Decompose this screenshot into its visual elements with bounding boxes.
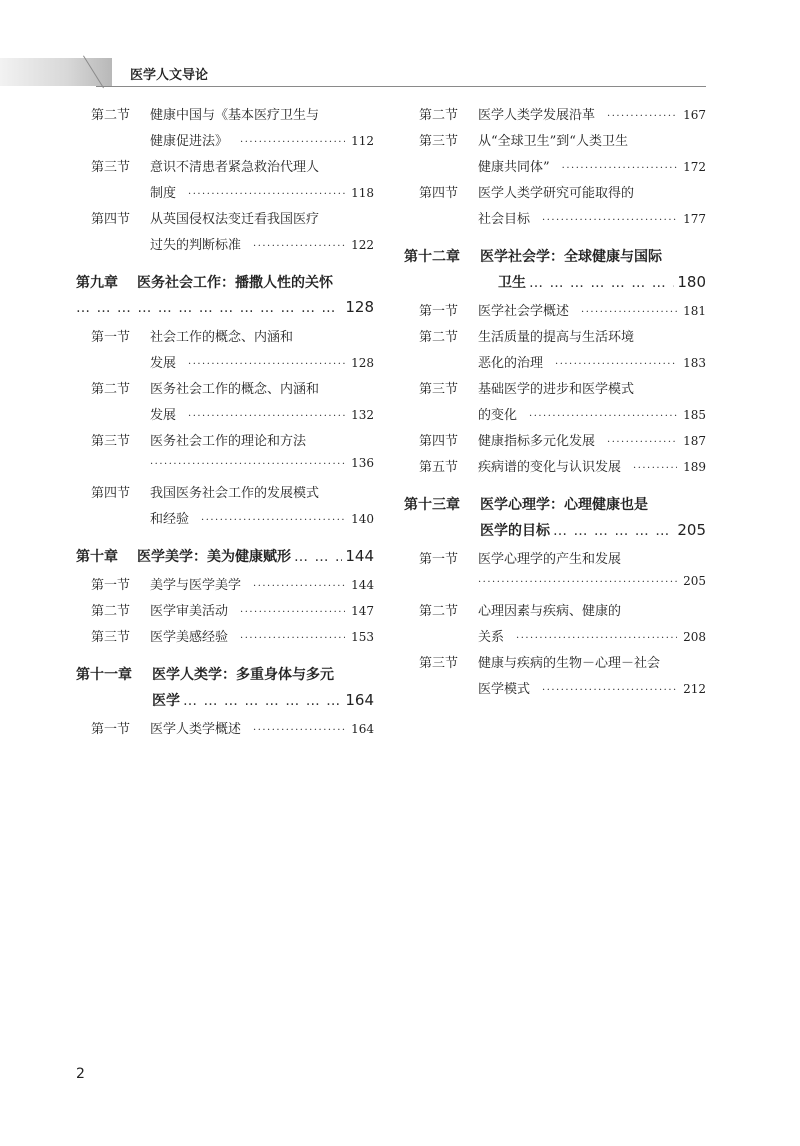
section-title: 医学心理学的产生和发展 bbox=[478, 552, 622, 567]
leader-dots bbox=[581, 307, 677, 318]
toc-section bbox=[76, 574, 374, 600]
section-title-cont: 过失的判断标准 bbox=[150, 238, 242, 253]
section-title-cont: 健康促进法》 bbox=[150, 134, 229, 149]
chapter-title: 医学社会学：全球健康与国际 bbox=[480, 249, 662, 265]
section-title: 基础医学的进步和医学模式 bbox=[478, 382, 635, 397]
section-number: 第一节 bbox=[91, 330, 131, 345]
chapter-number: 第十三章 bbox=[404, 497, 460, 513]
section-number: 第四节 bbox=[419, 186, 459, 201]
page-ref: 177 bbox=[683, 212, 706, 226]
section-number: 第二节 bbox=[419, 108, 459, 123]
chapter-page-ref: 164 bbox=[345, 691, 374, 709]
toc-section bbox=[76, 104, 374, 156]
page-ref: 128 bbox=[351, 356, 374, 370]
section-title: 健康与疾病的生物－心理－社会 bbox=[478, 656, 661, 671]
page-ref: 167 bbox=[683, 108, 706, 122]
leader-dots bbox=[188, 359, 345, 370]
section-number: 第二节 bbox=[419, 604, 459, 619]
page-ref: 153 bbox=[351, 630, 374, 644]
toc-right-column bbox=[404, 104, 706, 704]
section-number: 第二节 bbox=[91, 604, 131, 619]
toc-section bbox=[404, 548, 706, 600]
chapter-page-ref: 144 bbox=[345, 547, 374, 565]
section-title-cont: 健康共同体” bbox=[478, 160, 550, 175]
section-title: 健康指标多元化发展 bbox=[478, 434, 596, 449]
chapter-page-ref: 128 bbox=[345, 298, 374, 316]
toc-section bbox=[404, 456, 706, 482]
leader-dots bbox=[201, 515, 345, 526]
toc-chapter-12 bbox=[404, 246, 706, 298]
section-number: 第一节 bbox=[419, 552, 459, 567]
section-number: 第二节 bbox=[419, 330, 459, 345]
chapter-number: 第十章 bbox=[76, 549, 118, 565]
toc-section bbox=[76, 600, 374, 626]
leader-dots bbox=[188, 411, 345, 422]
toc-section bbox=[76, 208, 374, 260]
page-ref: 118 bbox=[351, 186, 374, 200]
leader-dots bbox=[253, 581, 345, 592]
section-title: 从“全球卫生”到“人类卫生 bbox=[478, 134, 628, 149]
section-title: 生活质量的提高与生活环境 bbox=[478, 330, 635, 345]
toc-chapter-10 bbox=[76, 546, 374, 572]
chapter-title: 医学心理学：心理健康也是 bbox=[480, 497, 648, 513]
leader-dots bbox=[253, 725, 345, 736]
section-title-cont: 医学模式 bbox=[478, 682, 531, 697]
section-title: 医学人类学发展沿革 bbox=[478, 108, 596, 123]
section-title: 从英国侵权法变迁看我国医疗 bbox=[150, 212, 320, 227]
section-number: 第一节 bbox=[91, 578, 131, 593]
section-number: 第四节 bbox=[419, 434, 459, 449]
chapter-title: 医学美学：美为健康赋形 bbox=[137, 549, 291, 565]
section-title: 医学审美活动 bbox=[150, 604, 229, 619]
toc-section bbox=[76, 718, 374, 744]
page-ref: 205 bbox=[683, 574, 706, 588]
page-ref: 144 bbox=[351, 578, 374, 592]
toc-section bbox=[76, 430, 374, 482]
leader-dots bbox=[607, 111, 677, 122]
toc-section bbox=[404, 104, 706, 130]
section-number: 第三节 bbox=[91, 160, 131, 175]
toc-section bbox=[404, 600, 706, 652]
leader-dots bbox=[607, 437, 677, 448]
section-number: 第二节 bbox=[91, 382, 131, 397]
chapter-page-ref: 180 bbox=[677, 273, 706, 291]
section-number: 第三节 bbox=[91, 434, 131, 449]
section-title-cont: 关系 bbox=[478, 630, 505, 645]
toc-section bbox=[404, 378, 706, 430]
page-ref: 140 bbox=[351, 512, 374, 526]
section-title-cont: 的变化 bbox=[478, 408, 518, 423]
page-ref: 172 bbox=[683, 160, 706, 174]
chapter-title: 医学人类学：多重身体与多元 bbox=[152, 667, 334, 683]
leader-dots bbox=[240, 137, 345, 148]
page-ref: 185 bbox=[683, 408, 706, 422]
section-title: 我国医务社会工作的发展模式 bbox=[150, 486, 320, 501]
page-ref: 147 bbox=[351, 604, 374, 618]
section-title-cont: 和经验 bbox=[150, 512, 190, 527]
leader-dots bbox=[183, 693, 342, 709]
chapter-title: 医务社会工作：播撒人性的关怀 bbox=[137, 275, 333, 291]
leader-dots bbox=[76, 300, 342, 316]
leader-dots bbox=[294, 549, 342, 565]
running-header-title: 医学人文导论 bbox=[130, 68, 209, 83]
page-ref: 122 bbox=[351, 238, 374, 252]
leader-dots bbox=[562, 163, 677, 174]
section-title: 社会工作的概念、内涵和 bbox=[150, 330, 294, 345]
section-title: 疾病谱的变化与认识发展 bbox=[478, 460, 622, 475]
toc-chapter-11 bbox=[76, 664, 374, 716]
section-title: 医学人类学概述 bbox=[150, 722, 242, 737]
page-ref: 112 bbox=[351, 134, 374, 148]
section-number: 第二节 bbox=[91, 108, 131, 123]
section-title-cont: 社会目标 bbox=[478, 212, 531, 227]
leader-dots bbox=[542, 215, 677, 226]
leader-dots bbox=[529, 411, 677, 422]
section-title: 意识不清患者紧急救治代理人 bbox=[150, 160, 320, 175]
leader-dots bbox=[150, 459, 345, 470]
page-ref: 189 bbox=[683, 460, 706, 474]
toc-section bbox=[76, 378, 374, 430]
section-title-cont: 制度 bbox=[150, 186, 177, 201]
section-title: 医学人类学研究可能取得的 bbox=[478, 186, 635, 201]
page-ref: 164 bbox=[351, 722, 374, 736]
chapter-title-cont: 医学 bbox=[152, 693, 180, 709]
section-title: 医学美感经验 bbox=[150, 630, 229, 645]
chapter-number: 第十二章 bbox=[404, 249, 460, 265]
section-title-cont: 恶化的治理 bbox=[478, 356, 544, 371]
page-ref: 212 bbox=[683, 682, 706, 696]
page-ref: 187 bbox=[683, 434, 706, 448]
leader-dots bbox=[478, 577, 677, 588]
page-ref: 181 bbox=[683, 304, 706, 318]
leader-dots bbox=[542, 685, 677, 696]
chapter-number: 第十一章 bbox=[76, 667, 132, 683]
section-number: 第五节 bbox=[419, 460, 459, 475]
leader-dots bbox=[240, 633, 345, 644]
section-title-cont: 发展 bbox=[150, 356, 177, 371]
toc-section bbox=[76, 156, 374, 208]
section-number: 第三节 bbox=[91, 630, 131, 645]
section-title: 医务社会工作的理论和方法 bbox=[150, 434, 307, 449]
chapter-page-ref: 205 bbox=[677, 521, 706, 539]
leader-dots bbox=[553, 523, 674, 539]
header-rule bbox=[96, 86, 706, 87]
leader-dots bbox=[253, 241, 345, 252]
chapter-title-cont: 医学的目标 bbox=[480, 523, 550, 539]
section-title: 医务社会工作的概念、内涵和 bbox=[150, 382, 320, 397]
page-number: 2 bbox=[76, 1066, 85, 1082]
toc-chapter-13 bbox=[404, 494, 706, 546]
page-ref: 183 bbox=[683, 356, 706, 370]
section-number: 第一节 bbox=[419, 304, 459, 319]
header-decoration-bar bbox=[0, 58, 112, 86]
leader-dots bbox=[240, 607, 345, 618]
toc-section bbox=[76, 482, 374, 534]
toc-section bbox=[404, 300, 706, 326]
page-ref: 208 bbox=[683, 630, 706, 644]
page-ref: 136 bbox=[351, 456, 374, 470]
toc-section bbox=[404, 652, 706, 704]
leader-dots bbox=[188, 189, 345, 200]
toc-section bbox=[404, 326, 706, 378]
section-title: 心理因素与疾病、健康的 bbox=[478, 604, 622, 619]
leader-dots bbox=[516, 633, 677, 644]
leader-dots bbox=[633, 463, 677, 474]
section-title-cont: 发展 bbox=[150, 408, 177, 423]
toc-section bbox=[404, 182, 706, 234]
leader-dots bbox=[529, 275, 674, 291]
toc-section bbox=[76, 626, 374, 652]
chapter-number: 第九章 bbox=[76, 275, 118, 291]
section-number: 第三节 bbox=[419, 134, 459, 149]
leader-dots bbox=[555, 359, 677, 370]
section-title: 医学社会学概述 bbox=[478, 304, 570, 319]
section-title: 美学与医学美学 bbox=[150, 578, 242, 593]
section-number: 第一节 bbox=[91, 722, 131, 737]
section-number: 第三节 bbox=[419, 656, 459, 671]
toc-section bbox=[404, 430, 706, 456]
section-title: 健康中国与《基本医疗卫生与 bbox=[150, 108, 320, 123]
toc-left-column bbox=[76, 104, 374, 744]
section-number: 第三节 bbox=[419, 382, 459, 397]
chapter-title-cont: 卫生 bbox=[498, 275, 526, 291]
page-ref: 132 bbox=[351, 408, 374, 422]
toc-section bbox=[404, 130, 706, 182]
toc-chapter-9 bbox=[76, 272, 374, 324]
toc-section bbox=[76, 326, 374, 378]
section-number: 第四节 bbox=[91, 212, 131, 227]
section-number: 第四节 bbox=[91, 486, 131, 501]
